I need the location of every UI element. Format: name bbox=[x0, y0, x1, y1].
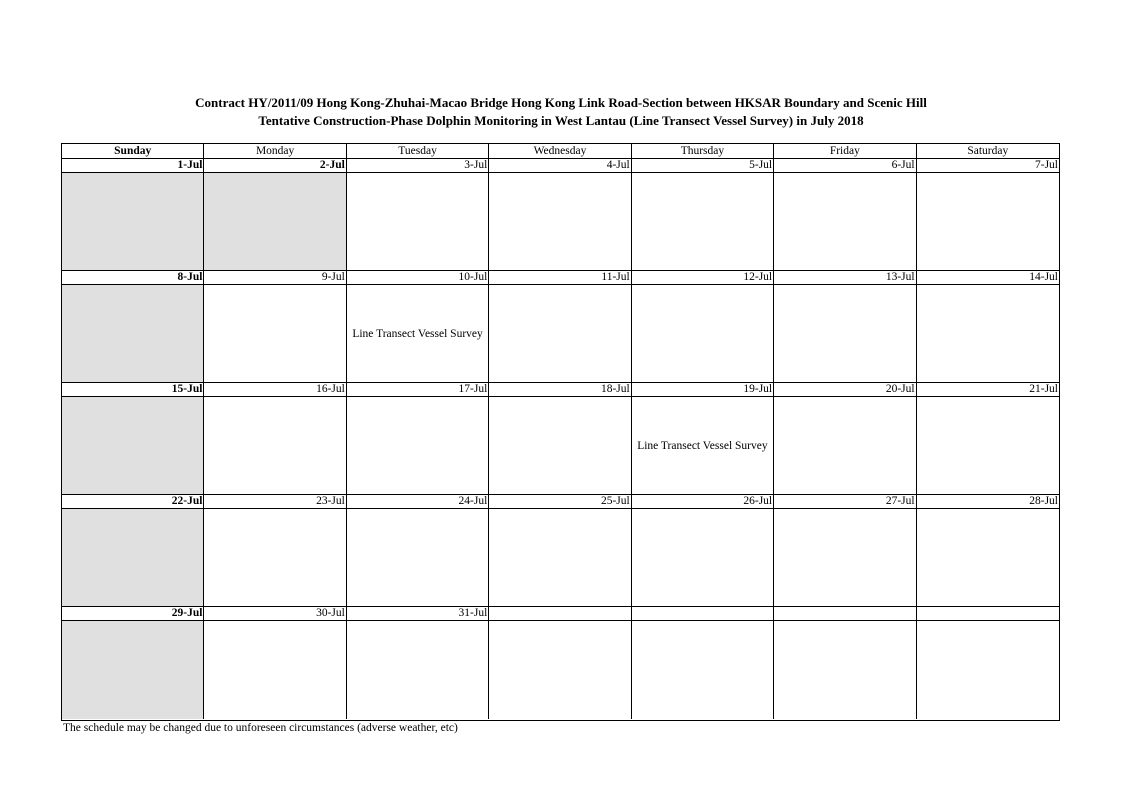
day-cell bbox=[917, 173, 1059, 271]
day-date-label bbox=[917, 607, 1059, 621]
day-date-label: 11-Jul bbox=[489, 271, 631, 285]
weekday-header-tuesday: Tuesday bbox=[347, 144, 489, 159]
day-date-label: 30-Jul bbox=[204, 607, 346, 621]
weekday-header-friday: Friday bbox=[774, 144, 916, 159]
day-date-label: 29-Jul bbox=[62, 607, 204, 621]
weekday-header-wednesday: Wednesday bbox=[489, 144, 631, 159]
day-date-label: 4-Jul bbox=[489, 159, 631, 173]
day-cell bbox=[489, 285, 631, 383]
day-cell bbox=[204, 397, 346, 495]
day-cell bbox=[204, 173, 346, 271]
day-cell bbox=[917, 285, 1059, 383]
day-cell bbox=[62, 509, 204, 607]
day-cell bbox=[204, 285, 346, 383]
calendar-grid bbox=[61, 143, 1060, 721]
day-date-label: 10-Jul bbox=[347, 271, 489, 285]
day-cell bbox=[347, 285, 489, 383]
weekday-header-monday: Monday bbox=[204, 144, 346, 159]
day-cell bbox=[347, 621, 489, 719]
day-date-label: 19-Jul bbox=[632, 383, 774, 397]
day-cell bbox=[489, 173, 631, 271]
day-date-label: 3-Jul bbox=[347, 159, 489, 173]
day-cell bbox=[774, 285, 916, 383]
day-date-label: 9-Jul bbox=[204, 271, 346, 285]
day-date-label: 15-Jul bbox=[62, 383, 204, 397]
day-cell bbox=[62, 173, 204, 271]
day-cell bbox=[489, 509, 631, 607]
day-cell bbox=[917, 621, 1059, 719]
day-date-label: 25-Jul bbox=[489, 495, 631, 509]
day-cell bbox=[62, 397, 204, 495]
day-cell bbox=[632, 621, 774, 719]
day-cell bbox=[632, 285, 774, 383]
day-date-label bbox=[489, 607, 631, 621]
day-date-label: 13-Jul bbox=[774, 271, 916, 285]
day-cell bbox=[489, 397, 631, 495]
day-date-label: 8-Jul bbox=[62, 271, 204, 285]
day-cell bbox=[489, 621, 631, 719]
day-date-label bbox=[632, 607, 774, 621]
day-date-label: 1-Jul bbox=[62, 159, 204, 173]
day-cell bbox=[204, 621, 346, 719]
day-date-label: 7-Jul bbox=[917, 159, 1059, 173]
day-cell bbox=[774, 397, 916, 495]
weekday-header-thursday: Thursday bbox=[632, 144, 774, 159]
day-cell bbox=[62, 285, 204, 383]
day-date-label: 28-Jul bbox=[917, 495, 1059, 509]
day-cell bbox=[632, 509, 774, 607]
day-date-label: 14-Jul bbox=[917, 271, 1059, 285]
day-cell bbox=[632, 397, 774, 495]
day-date-label: 12-Jul bbox=[632, 271, 774, 285]
day-cell bbox=[62, 621, 204, 719]
day-date-label bbox=[774, 607, 916, 621]
day-date-label: 22-Jul bbox=[62, 495, 204, 509]
weekday-header-saturday: Saturday bbox=[917, 144, 1059, 159]
day-cell bbox=[204, 509, 346, 607]
day-date-label: 16-Jul bbox=[204, 383, 346, 397]
day-date-label: 18-Jul bbox=[489, 383, 631, 397]
day-cell bbox=[774, 509, 916, 607]
schedule-footnote: The schedule may be changed due to unforeseen circumstances (adverse weather, etc) bbox=[63, 722, 458, 734]
document-title-line1: Contract HY/2011/09 Hong Kong-Zhuhai-Macao Bridge Hong Kong Link Road-Section between HKSAR Boundary and Scenic Hill bbox=[195, 95, 927, 110]
day-date-label: 20-Jul bbox=[774, 383, 916, 397]
day-date-label: 6-Jul bbox=[774, 159, 916, 173]
day-cell bbox=[917, 397, 1059, 495]
day-date-label: 2-Jul bbox=[204, 159, 346, 173]
day-date-label: 27-Jul bbox=[774, 495, 916, 509]
day-cell bbox=[917, 509, 1059, 607]
day-date-label: 31-Jul bbox=[347, 607, 489, 621]
day-cell bbox=[632, 173, 774, 271]
day-cell bbox=[774, 173, 916, 271]
event-label: Line Transect Vessel Survey bbox=[352, 327, 483, 340]
day-date-label: 26-Jul bbox=[632, 495, 774, 509]
document-title-line2: Tentative Construction-Phase Dolphin Monitoring in West Lantau (Line Transect Vessel Survey) in July 2018 bbox=[258, 113, 864, 128]
day-cell bbox=[347, 173, 489, 271]
weekday-header-sunday: Sunday bbox=[62, 144, 204, 159]
day-cell bbox=[347, 509, 489, 607]
day-date-label: 24-Jul bbox=[347, 495, 489, 509]
day-date-label: 5-Jul bbox=[632, 159, 774, 173]
day-date-label: 17-Jul bbox=[347, 383, 489, 397]
day-date-label: 23-Jul bbox=[204, 495, 346, 509]
day-cell bbox=[347, 397, 489, 495]
day-date-label: 21-Jul bbox=[917, 383, 1059, 397]
event-label: Line Transect Vessel Survey bbox=[637, 439, 768, 452]
day-cell bbox=[774, 621, 916, 719]
